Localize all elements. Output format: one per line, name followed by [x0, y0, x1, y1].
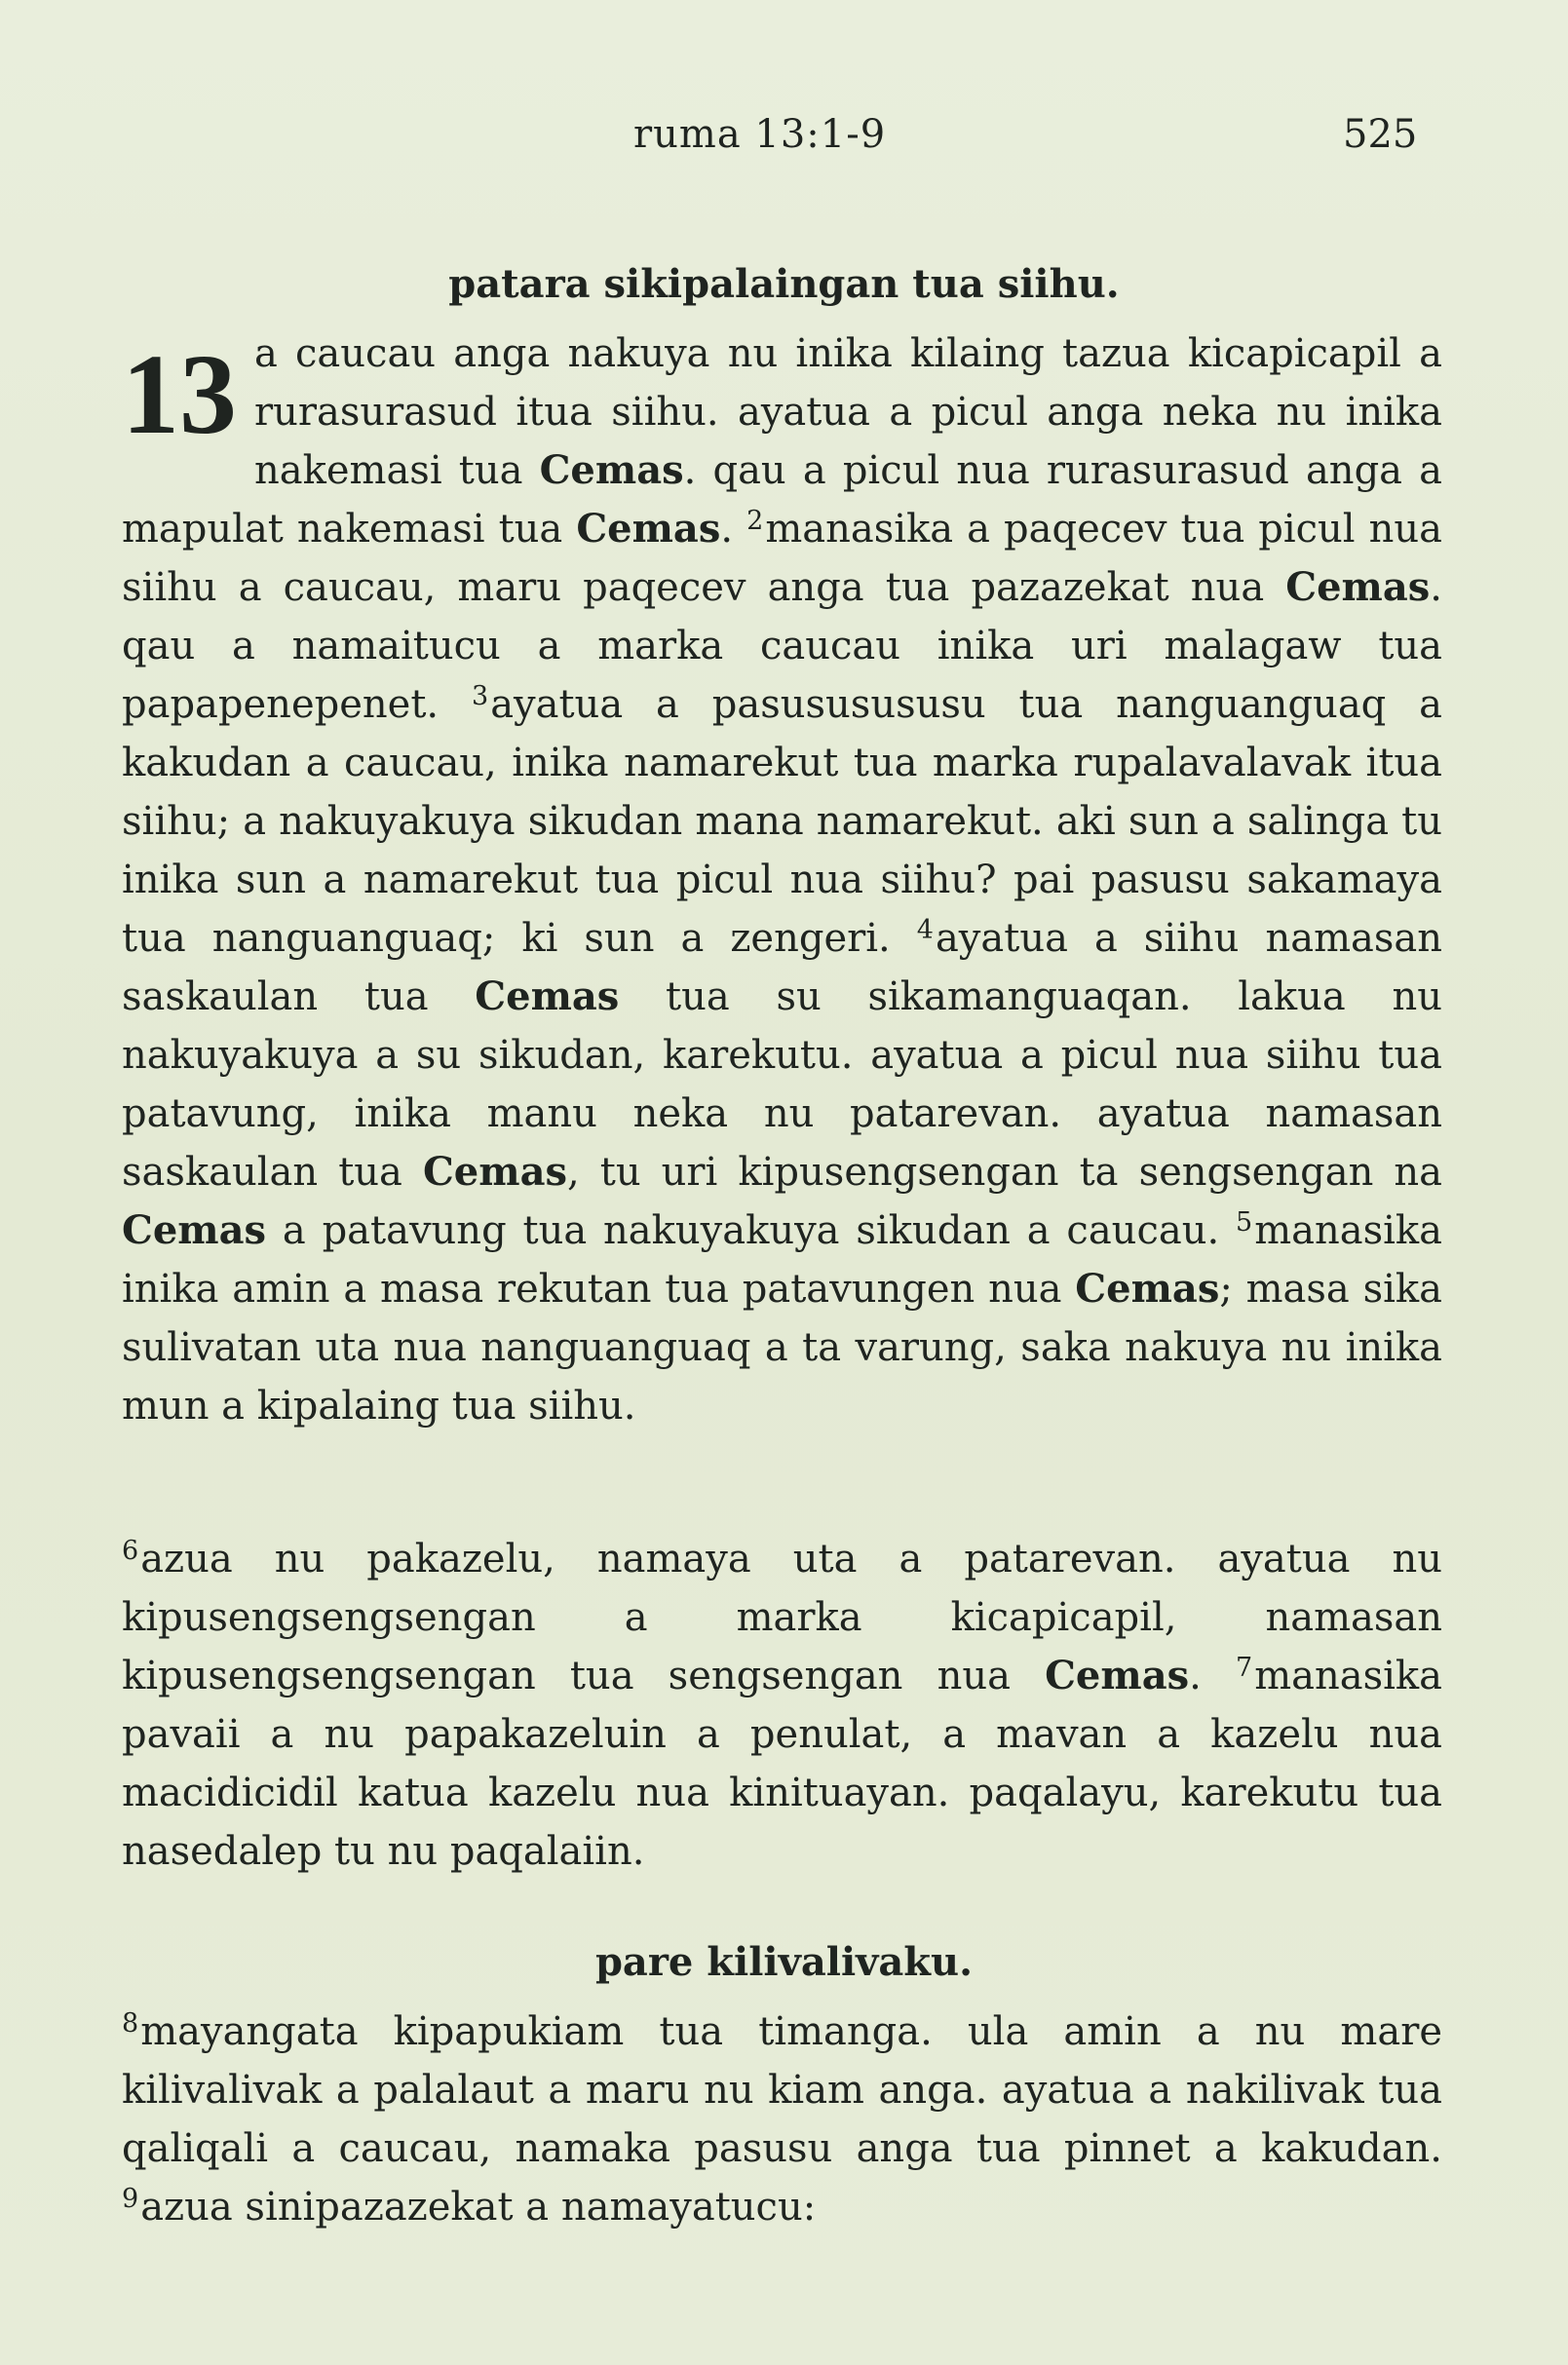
- verse-number: 6: [122, 1536, 139, 1566]
- verse-5-text-b: ; masa sika sulivatan uta nua nanguanguaq a ta varung, saka nakuya nu inika mun a kipalaing tua siihu.: [122, 1267, 1442, 1429]
- divine-name: Cemas: [122, 1207, 267, 1253]
- paragraph-2: [122, 1530, 1442, 1881]
- verse-9-text: azua sinipazazekat a namayatucu:: [140, 2185, 817, 2230]
- divine-name: Cemas: [475, 973, 620, 1019]
- verse-1-text-a: a caucau anga nakuya nu inika kilaing tazua kicapicapil a rurasurasud itua siihu. ayatua a picul anga neka nu inika nakemasi tua: [254, 331, 1442, 493]
- verse-number: 2: [746, 506, 764, 536]
- chapter-number: 13: [122, 330, 237, 458]
- section-heading-1: patara sikipalaingan tua siihu.: [448, 261, 1120, 307]
- verse-8-text: mayangata kipapukiam tua timanga. ula amin a nu mare kilivalivak a palalaut a maru nu kiam anga. ayatua a nakilivak tua qaliqali a caucau, namaka pasusu anga tua pinnet a kakudan.: [122, 2009, 1442, 2171]
- page-number: 525: [1343, 112, 1418, 157]
- verse-6-text: azua nu pakazelu, namaya uta a patarevan. ayatua nu kipusengsengsengan a marka kicapicapil, namasan kipusengsengsengan tua sengsengan nua: [122, 1537, 1442, 1698]
- verse-1-text-b: . qau a picul nua rurasurasud anga a mapulat nakemasi tua: [122, 448, 1442, 552]
- paragraph-3: [122, 2003, 1442, 2236]
- running-header: [0, 112, 1568, 171]
- verse-2-text-a: manasika a paqecev tua picul nua siihu a caucau, maru paqecev anga tua pazazekat nua: [122, 507, 1442, 610]
- verse-3-text: ayatua a pasususususu tua nanguanguaq a kakudan a caucau, inika namarekut tua marka rupalavalavak itua siihu; a nakuyakuya sikudan mana namarekut. aki sun a salinga tu inika sun a namarekut tua picul nua siihu? pai pasusu sakamaya tua nanguanguaq; ki sun a zengeri.: [122, 682, 1442, 961]
- verse-number: 7: [1236, 1653, 1253, 1683]
- verse-number: 4: [916, 915, 934, 945]
- verse-number: 5: [1236, 1207, 1253, 1238]
- verse-5-text-a: manasika inika amin a masa rekutan tua patavungen nua: [122, 1208, 1442, 1312]
- divine-name: Cemas: [1045, 1653, 1190, 1698]
- verse-1-text-c: .: [720, 507, 747, 552]
- running-title: ruma 13:1-9: [633, 112, 887, 157]
- verse-number: 8: [122, 2008, 139, 2039]
- verse-4-text-d: a patavung tua nakuyakuya sikudan a caucau.: [266, 1208, 1237, 1253]
- section-heading-2: pare kilivalivaku.: [594, 1939, 974, 1985]
- verse-2-text-b: . qau a namaitucu a marka caucau inika uri malagaw tua papapenepenet.: [122, 565, 1442, 727]
- divine-name: Cemas: [422, 1149, 567, 1195]
- verse-number: 9: [122, 2184, 139, 2214]
- paragraph-1: [122, 324, 1442, 1435]
- verse-number: 3: [472, 681, 489, 711]
- divine-name: Cemas: [539, 447, 684, 493]
- verse-4-text-b: tua su sikamanguaqan. lakua nu nakuyakuya a su sikudan, karekutu. ayatua a picul nua siihu tua patavung, inika manu neka nu patarevan. ayatua namasan saskaulan tua: [122, 974, 1442, 1195]
- verse-4-text-a: ayatua a siihu namasan saskaulan tua: [122, 916, 1442, 1019]
- verse-7-text: manasika pavaii a nu papakazeluin a penulat, a mavan a kazelu nua macidicidil katua kazelu nua kinituayan. paqalayu, karekutu tua nasedalep tu nu paqalaiin.: [122, 1654, 1442, 1874]
- divine-name: Cemas: [1075, 1266, 1220, 1312]
- divine-name: Cemas: [576, 506, 721, 552]
- verse-4-text-c: , tu uri kipusengsengan ta sengsengan na: [567, 1150, 1442, 1195]
- divine-name: Cemas: [1285, 564, 1431, 610]
- verse-6-end: .: [1189, 1654, 1237, 1698]
